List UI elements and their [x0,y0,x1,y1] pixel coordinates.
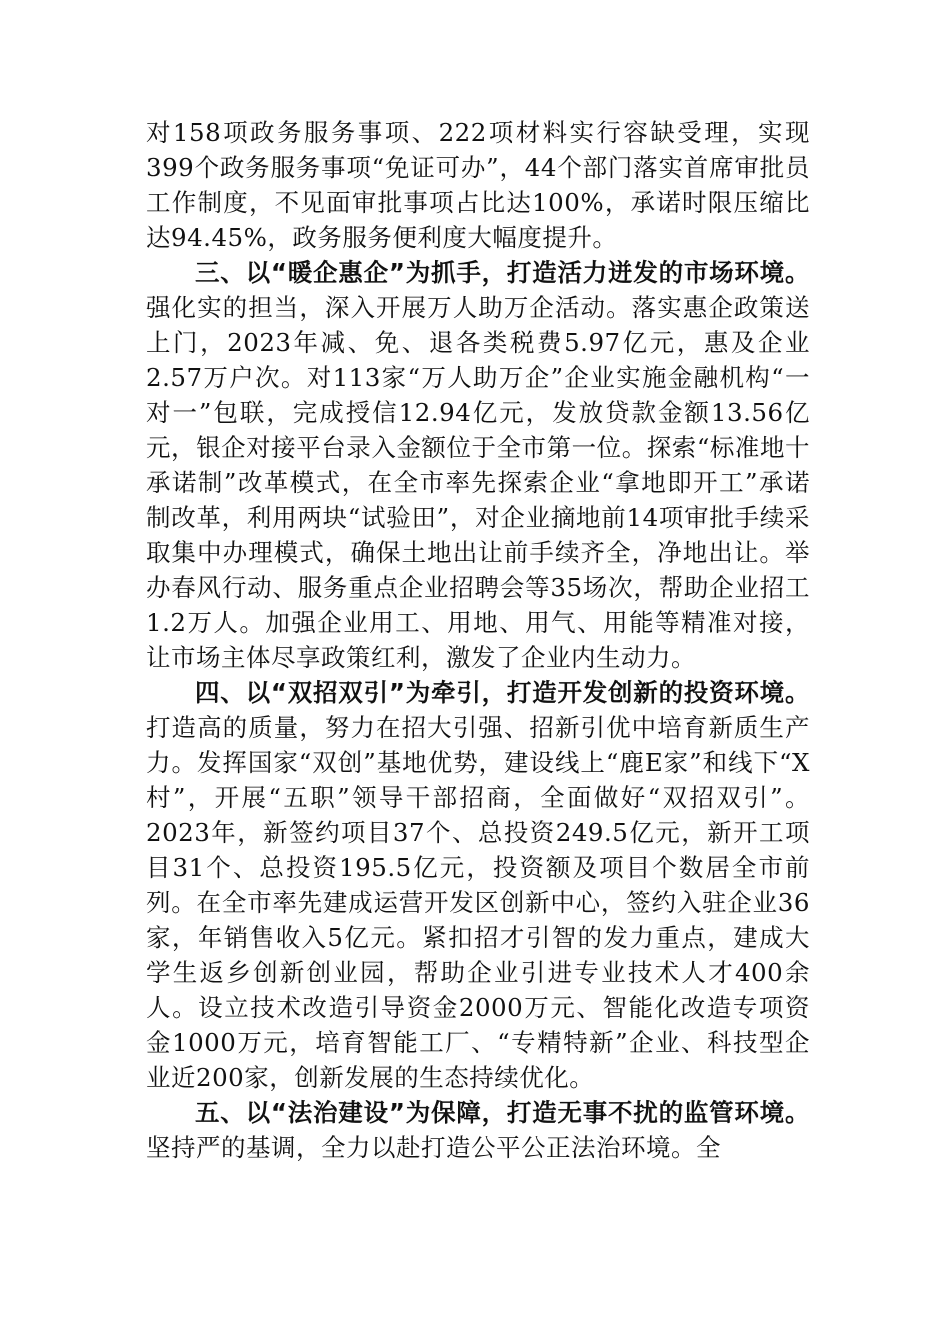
paragraph-text: 打造高的质量，努力在招大引强、招新引优中培育新质生产力。发挥国家“双创”基地优势，建设线上“鹿E家”和线下“X村”，开展“五职”领导干部招商，全面做好“双招双引”。2023年，新签约项目37个、总投资249.5亿元，新开工项目31个、总投资195.5亿元，投资额及项目个数居全市前列。在全市率先建成运营开发区创新中心，签约入驻企业36家，年销售收入5亿元。紧扣招才引智的发力重点，建成大学生返乡创新创业园，帮助企业引进专业技术人才400余人。设立技术改造引导资金2000万元、智能化改造专项资金1000万元，培育智能工厂、“专精特新”企业、科技型企业近200家，创新发展的生态持续优化。 [146,713,810,1092]
paragraph-text: 坚持严的基调，全力以赴打造公平公正法治环境。全 [146,1133,721,1162]
paragraph-continuation [146,115,810,255]
section-heading: 五、以“法治建设”为保障，打造无事不扰的监管环境。 [195,1098,810,1127]
section-heading: 四、以“双招双引”为牵引，打造开发创新的投资环境。 [195,678,810,707]
paragraph-text: 对158项政务服务事项、222项材料实行容缺受理，实现399个政务服务事项“免证可办”，44个部门落实首席审批员工作制度，不见面审批事项占比达100%，承诺时限压缩比达94.45%，政务服务便利度大幅度提升。 [146,118,810,252]
paragraph-text: 强化实的担当，深入开展万人助万企活动。落实惠企政策送上门，2023年减、免、退各类税费5.97亿元，惠及企业2.57万户次。对113家“万人助万企”企业实施金融机构“一对一”包联，完成授信12.94亿元，发放贷款金额13.56亿元，银企对接平台录入金额位于全市第一位。探索“标准地十承诺制”改革模式，在全市率先探索企业“拿地即开工”承诺制改革，利用两块“试验田”，对企业摘地前14项审批手续采取集中办理模式，确保土地出让前手续齐全，净地出让。举办春风行动、服务重点企业招聘会等35场次，帮助企业招工1.2万人。加强企业用工、用地、用气、用能等精准对接，让市场主体尽享政策红利，激发了企业内生动力。 [146,293,810,672]
section-heading: 三、以“暖企惠企”为抓手，打造活力迸发的市场环境。 [195,258,810,287]
paragraph-section-4 [146,675,810,1095]
document-body [146,115,810,1165]
paragraph-section-5 [146,1095,810,1165]
paragraph-section-3 [146,255,810,675]
